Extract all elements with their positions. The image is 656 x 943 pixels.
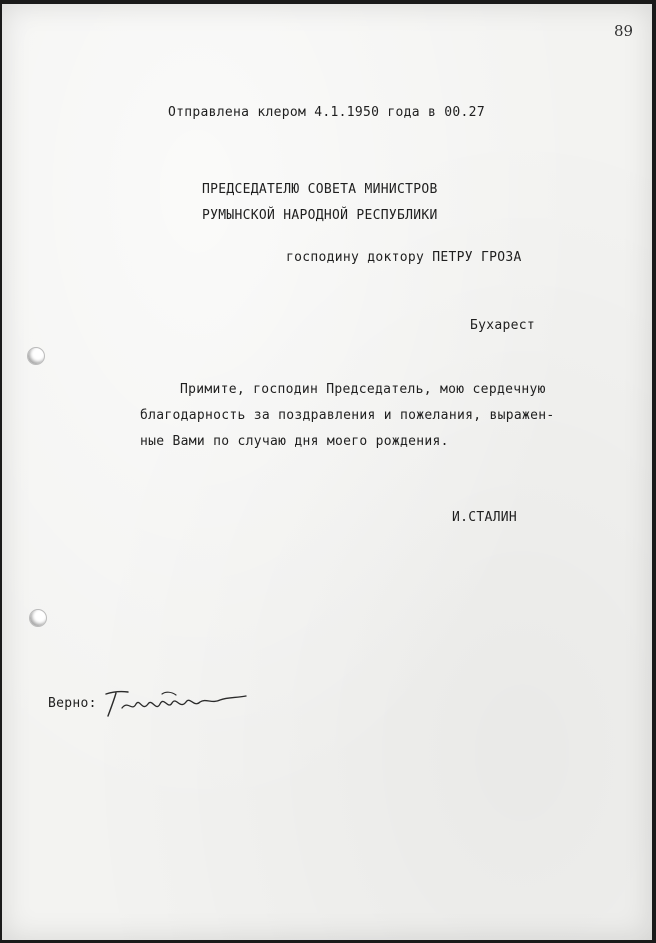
addressee-line-1: ПРЕДСЕДАТЕЛЮ СОВЕТА МИНИСТРОВ bbox=[202, 182, 438, 197]
page-number: 89 bbox=[614, 22, 634, 40]
body-line-3: ные Вами по случаю дня моего рождения. bbox=[140, 434, 449, 449]
sent-line: Отправлена клером 4.1.1950 года в 00.27 bbox=[168, 105, 485, 120]
body-line-1: Примите, господин Председатель, мою сердечную bbox=[180, 382, 546, 397]
punch-hole-bottom bbox=[29, 609, 47, 627]
verified-label: Верно: bbox=[48, 696, 97, 711]
punch-hole-top bbox=[27, 347, 45, 365]
body-line-2: благодарность за поздравления и пожелания, выражен- bbox=[140, 408, 555, 423]
city-line: Бухарест bbox=[470, 318, 536, 333]
handwritten-signature-image bbox=[102, 686, 252, 720]
recipient-line: господину доктору ПЕТРУ ГРОЗА bbox=[286, 250, 522, 265]
document-page bbox=[2, 4, 652, 940]
typed-signature: И.СТАЛИН bbox=[452, 510, 518, 525]
addressee-line-2: РУМЫНСКОЙ НАРОДНОЙ РЕСПУБЛИКИ bbox=[202, 208, 438, 223]
